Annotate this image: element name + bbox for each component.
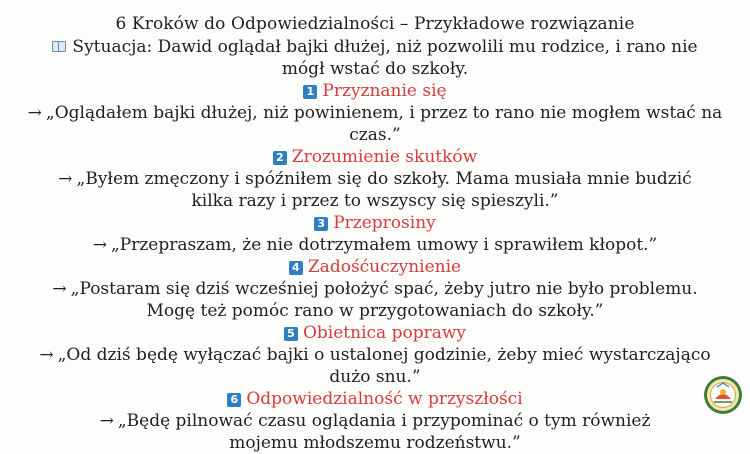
step-3-quote [20, 234, 730, 256]
step-2-text: „Byłem zmęczony i spóźniłem się do szkoły. Mama musiała mnie budzić kilka razy i przez to wszyscy się spieszyli.” [76, 169, 692, 211]
slide-title: 6 Kroków do Odpowiedzialności – Przykładowe rozwiązanie [115, 14, 635, 34]
step-4-title: Zadośćuczynienie [307, 257, 462, 277]
step-5-number-badge: 5 [284, 327, 298, 341]
school-emblem-logo [703, 375, 743, 415]
arrow-icon: → [52, 279, 67, 299]
step-5-quote [20, 344, 730, 388]
step-6-heading [20, 388, 730, 410]
step-3-title: Przeprosiny [333, 213, 436, 233]
open-book-icon [52, 41, 66, 51]
step-4-heading [20, 256, 730, 278]
arrow-icon: → [92, 235, 107, 255]
step-4-number-badge: 4 [289, 261, 303, 275]
step-3-number-badge: 3 [314, 217, 328, 231]
step-1-heading [20, 80, 730, 102]
situation-paragraph [40, 36, 710, 80]
step-1 [20, 80, 730, 146]
arrow-icon: → [39, 345, 54, 365]
step-4-quote [20, 278, 730, 322]
step-5-heading [20, 322, 730, 344]
step-5-title: Obietnica poprawy [302, 323, 466, 343]
step-2-quote [20, 168, 730, 212]
step-6-title: Odpowiedzialność w przyszłości [246, 389, 523, 409]
step-2 [20, 146, 730, 212]
step-1-text: „Oglądałem bajki dłużej, niż powinienem, i przez to rano nie mogłem wstać na czas.” [45, 103, 723, 145]
step-3-heading [20, 212, 730, 234]
arrow-icon: → [99, 411, 114, 431]
step-2-heading [20, 146, 730, 168]
step-6-number-badge: 6 [227, 393, 241, 407]
step-1-quote [20, 102, 730, 146]
step-6 [20, 388, 730, 454]
step-4 [20, 256, 730, 322]
arrow-icon: → [58, 169, 73, 189]
steps-list [20, 80, 730, 454]
arrow-icon: → [27, 103, 42, 123]
situation-text: Sytuacja: Dawid oglądał bajki dłużej, niż pozwolili mu rodzice, i rano nie mógł wstać do szkoły. [72, 37, 698, 79]
step-1-title: Przyznanie się [322, 81, 447, 101]
step-5 [20, 322, 730, 388]
step-3 [20, 212, 730, 256]
step-4-text: „Postaram się dziś wcześniej położyć spać, żeby jutro nie było problemu. Mogę też pomóc rano w przygotowaniach do szkoły.” [70, 279, 698, 321]
step-1-number-badge: 1 [303, 85, 317, 99]
step-6-quote [20, 410, 730, 454]
step-2-title: Zrozumienie skutków [291, 147, 478, 167]
step-6-text: „Będę pilnować czasu oglądania i przypominać o tym również mojemu młodszemu rodzeństwu.” [117, 411, 651, 453]
step-5-text: „Od dziś będę wyłączać bajki o ustalonej godzinie, żeby mieć wystarczająco dużo snu.” [57, 345, 711, 387]
step-3-text: „Przepraszam, że nie dotrzymałem umowy i sprawiłem kłopot.” [110, 235, 658, 255]
step-2-number-badge: 2 [273, 151, 287, 165]
